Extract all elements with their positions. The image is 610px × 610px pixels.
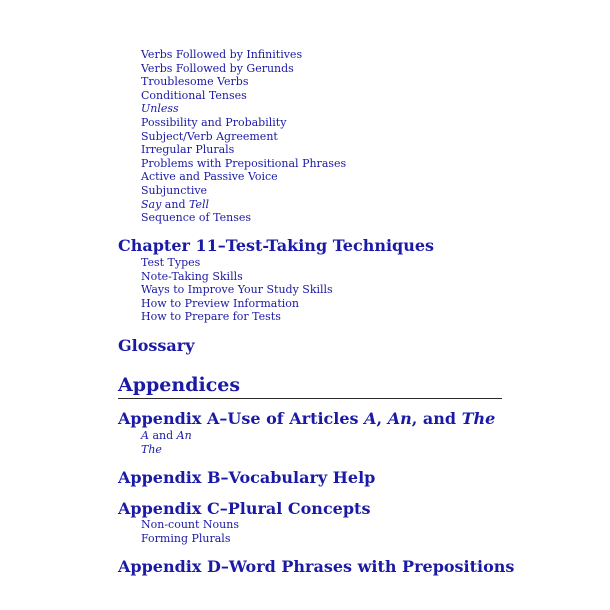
toc-item-conditional-tenses[interactable]: Conditional Tenses xyxy=(141,89,247,102)
appendix-a-word-an: An xyxy=(387,409,412,428)
appendices-rule xyxy=(118,398,502,399)
chapter-11-heading[interactable]: Chapter 11–Test-Taking Techniques xyxy=(118,236,435,255)
say-word: Say xyxy=(141,198,162,211)
appendix-a-comma: , xyxy=(376,409,388,428)
toc-item-possibility[interactable]: Possibility and Probability xyxy=(141,116,287,129)
and-word: and xyxy=(161,198,189,211)
toc-item-active-passive[interactable]: Active and Passive Voice xyxy=(141,170,278,183)
toc-item-the[interactable]: The xyxy=(141,443,162,456)
toc-item-forming-plurals[interactable]: Forming Plurals xyxy=(141,532,231,545)
toc-item-preview-info[interactable]: How to Preview Information xyxy=(141,297,300,310)
toc-item-unless[interactable]: Unless xyxy=(141,102,179,115)
toc-item-verbs-gerunds[interactable]: Verbs Followed by Gerunds xyxy=(141,62,294,75)
appendices-heading[interactable]: Appendices xyxy=(118,374,241,396)
toc-item-irregular-plurals[interactable]: Irregular Plurals xyxy=(141,143,235,156)
toc-item-prepare-tests[interactable]: How to Prepare for Tests xyxy=(141,310,281,323)
appendix-c-heading[interactable]: Appendix C–Plural Concepts xyxy=(118,499,371,518)
toc-item-verbs-infinitives[interactable]: Verbs Followed by Infinitives xyxy=(141,48,303,61)
appendix-a-word-the: The xyxy=(461,409,496,428)
toc-item-a-and-an[interactable] xyxy=(141,429,192,442)
toc-item-note-taking[interactable]: Note-Taking Skills xyxy=(141,270,243,283)
toc-item-prepositional-phrases[interactable]: Problems with Prepositional Phrases xyxy=(141,157,347,170)
toc-item-subject-verb[interactable]: Subject/Verb Agreement xyxy=(141,130,278,143)
appendix-a-heading[interactable] xyxy=(118,409,495,429)
toc-item-sequence-tenses[interactable]: Sequence of Tenses xyxy=(141,211,251,224)
glossary-heading[interactable]: Glossary xyxy=(118,336,195,355)
toc-item-non-count-nouns[interactable]: Non-count Nouns xyxy=(141,518,239,531)
appendix-a-word-a: A xyxy=(364,409,377,428)
item-word-a: A xyxy=(141,429,149,442)
tell-word: Tell xyxy=(189,198,210,211)
appendix-b-heading[interactable]: Appendix B–Vocabulary Help xyxy=(118,468,376,487)
appendix-a-prefix: Appendix A–Use of Articles xyxy=(118,409,365,428)
toc-item-say-tell[interactable] xyxy=(141,198,209,211)
appendix-d-heading[interactable]: Appendix D–Word Phrases with Prepositions xyxy=(118,557,515,576)
item-word-and: and xyxy=(148,429,177,442)
toc-item-test-types[interactable]: Test Types xyxy=(141,256,201,269)
toc-item-subjunctive[interactable]: Subjunctive xyxy=(141,184,208,197)
item-word-an: An xyxy=(176,429,192,442)
toc-item-troublesome-verbs[interactable]: Troublesome Verbs xyxy=(141,75,249,88)
toc-item-study-skills[interactable]: Ways to Improve Your Study Skills xyxy=(141,283,333,296)
appendix-a-and: , and xyxy=(411,409,462,428)
